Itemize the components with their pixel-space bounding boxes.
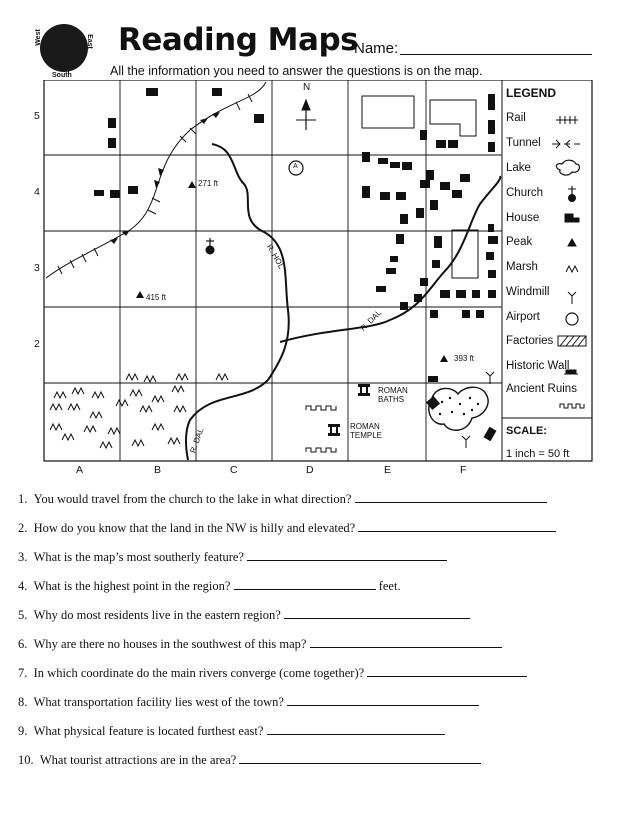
globe-icon [40,24,88,72]
col-label-d: D [306,464,314,476]
answer-blank-3[interactable] [247,551,447,561]
compass-west: West [34,29,42,46]
name-label: Name: [354,40,399,57]
legend-title: LEGEND [506,86,557,100]
peak-label-271: 271 ft [198,179,219,188]
river-label-hol: R. HOL [264,242,286,271]
peak-label-393: 393 ft [454,354,475,363]
legend-tunnel: Tunnel [506,137,541,149]
instructions: All the information you need to answer the questions is on the map. [110,64,483,78]
legend-factories: Factories [506,335,554,347]
legend-peak: Peak [506,236,533,248]
col-label-b: B [154,464,162,476]
tunnel-arrows [110,112,220,244]
legend-lake: Lake [506,162,531,174]
question-1: 1. You would travel from the church to the lake in what direction? [18,492,547,507]
river-label-dal-east: R. DAL [358,308,384,333]
legend-church: Church [506,187,544,199]
compass-east: East [85,34,93,49]
legend-historic-wall: Historic Wall [506,360,570,372]
row-label-2: 2 [34,338,40,350]
question-4: 4. What is the highest point in the region? feet. [18,579,401,593]
answer-blank-8[interactable] [287,696,479,706]
answer-blank-7[interactable] [367,667,527,677]
question-5: 5. Why do most residents live in the eastern region? [18,608,470,623]
answer-blank-9[interactable] [267,725,445,735]
col-label-e: E [384,464,392,476]
question-10: 10. What tourist attractions are in the area? [18,753,481,768]
row-label-3: 3 [34,262,40,274]
river-label-dal-south: R. DAL [188,426,206,455]
question-7: 7. In which coordinate do the main rivers converge (come together)? [18,666,527,681]
col-label-a: A [76,464,84,476]
answer-blank-4[interactable] [234,580,376,590]
lake [429,387,488,430]
answer-blank-5[interactable] [284,609,470,619]
question-9: 9. What physical feature is located furthest east? [18,724,445,739]
answer-blank-2[interactable] [358,522,556,532]
roman-baths-label: ROMAN BATHS [378,386,408,404]
page-title: Reading Maps [118,22,359,58]
airport-letter: A [293,163,298,170]
north-arrow-icon [296,100,316,130]
row-label-4: 4 [34,186,40,198]
compass-south: South [52,72,72,79]
question-3: 3. What is the map’s most southerly feature? [18,550,447,565]
roman-temple-label: ROMAN TEMPLE [350,422,383,440]
house-se-3 [428,376,438,382]
legend-marsh: Marsh [506,261,538,273]
north-label: N [303,82,311,93]
answer-blank-6[interactable] [310,638,502,648]
answer-blank-1[interactable] [355,493,547,503]
scale-title: SCALE: [506,425,547,437]
row-label-5: 5 [34,110,40,122]
scale-value: 1 inch = 50 ft [506,448,570,460]
church-marker [206,238,214,254]
map [34,80,596,476]
house-se-2 [484,427,497,441]
peak-label-415: 415 ft [146,293,167,302]
question-8: 8. What transportation facility lies west of the town? [18,695,479,710]
legend-windmill: Windmill [506,286,550,298]
compass-logo [30,18,96,80]
legend-ancient-ruins: Ancient Ruins [506,383,577,395]
river-hol [186,144,289,460]
legend-house: House [506,212,540,224]
answer-blank-10[interactable] [239,754,481,764]
question-2: 2. How do you know that the land in the NW is hilly and elevated? [18,521,556,536]
col-label-f: F [460,464,467,476]
legend-rail: Rail [506,112,526,124]
name-input-line[interactable] [400,54,592,55]
col-label-c: C [230,464,238,476]
legend-airport: Airport [506,311,540,323]
rail-line [46,82,266,278]
houses-nw [94,88,264,198]
question-6: 6. Why are there no houses in the southwest of this map? [18,637,502,652]
peak-markers [136,181,448,362]
